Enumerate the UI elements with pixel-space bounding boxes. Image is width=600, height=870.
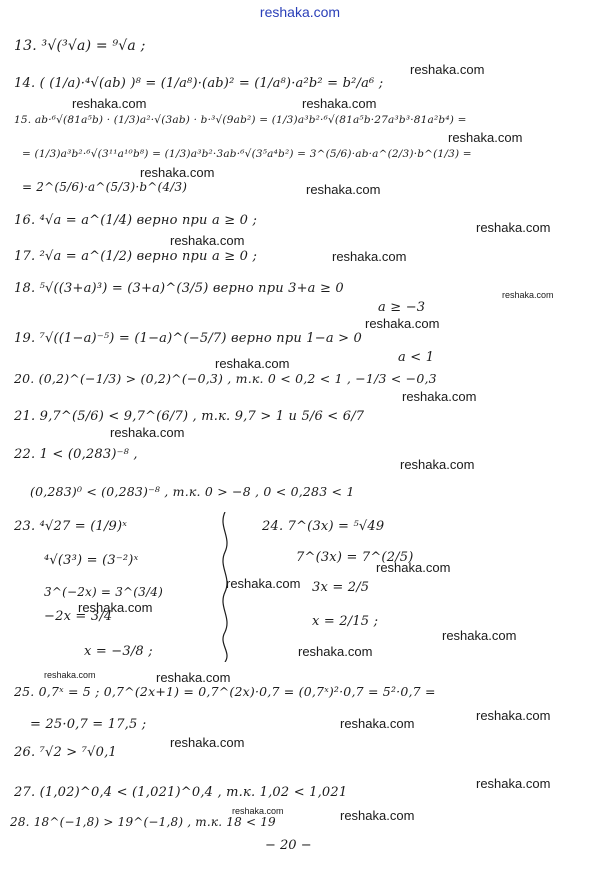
watermark: reshaka.com (376, 560, 451, 575)
problem-23-answer: x = −3/8 ; (84, 644, 153, 659)
watermark: reshaka.com (232, 806, 284, 816)
watermark: reshaka.com (302, 96, 377, 111)
problem-15-line-1: 15. ab·⁶√(81a⁵b) · (1/3)a²·√(3ab) · b·³√(9ab²) = (1/3)a³b²·⁶√(81a⁵b·27a³b³·81a²b⁴) = (14, 114, 467, 126)
problem-17: 17. ²√a = a^(1/2) верно при a ≥ 0 ; (14, 249, 258, 264)
problem-16: 16. ⁴√a = a^(1/4) верно при a ≥ 0 ; (14, 213, 258, 228)
problem-23-step-1: ⁴√(3³) = (3⁻²)ˣ (44, 553, 139, 568)
problem-25: 25. 0,7ˣ = 5 ; 0,7^(2x+1) = 0,7^(2x)·0,7 = (0,7ˣ)²·0,7 = 5²·0,7 = (14, 684, 436, 699)
watermark: reshaka.com (306, 182, 381, 197)
problem-28: 28. 18^(−1,8) > 19^(−1,8) , т.к. 18 < 19 (10, 815, 276, 829)
watermark: reshaka.com (448, 130, 523, 145)
watermark: reshaka.com (402, 389, 477, 404)
problem-24-step-1: 7^(3x) = 7^(2/5) (296, 550, 414, 565)
problem-23-step-3: −2x = 3/4 (44, 609, 113, 624)
problem-18: 18. ⁵√((3+a)³) = (3+a)^(3/5) верно при 3+a ≥ 0 (14, 281, 344, 296)
problem-25-line-2: = 25·0,7 = 17,5 ; (30, 717, 147, 732)
problem-26: 26. ⁷√2 > ⁷√0,1 (14, 745, 117, 760)
problem-18-condition: a ≥ −3 (378, 300, 426, 315)
problem-27: 27. (1,02)^0,4 < (1,021)^0,4 , т.к. 1,02 < 1,021 (14, 785, 348, 800)
problem-13: 13. ³√(³√a) = ⁹√a ; (14, 38, 146, 54)
problem-24-step-2: 3x = 2/5 (312, 580, 370, 595)
watermark: reshaka.com (476, 708, 551, 723)
problem-24-answer: x = 2/15 ; (312, 614, 379, 629)
problem-23-step-2: 3^(−2x) = 3^(3/4) (44, 585, 163, 599)
watermark: reshaka.com (400, 457, 475, 472)
watermark: reshaka.com (215, 356, 290, 371)
problem-15-line-3: = 2^(5/6)·a^(5/3)·b^(4/3) (22, 180, 188, 194)
watermark: reshaka.com (44, 670, 96, 680)
problem-19: 19. ⁷√((1−a)⁻⁵) = (1−a)^(−5/7) верно при 1−a > 0 (14, 331, 363, 346)
page-number: − 20 − (265, 838, 312, 853)
watermark: reshaka.com (298, 644, 373, 659)
watermark: reshaka.com (502, 290, 554, 300)
watermark: reshaka.com (340, 716, 415, 731)
watermark: reshaka.com (476, 776, 551, 791)
problem-22: 22. 1 < (0,283)⁻⁸ , (14, 447, 138, 462)
watermark: reshaka.com (72, 96, 147, 111)
problem-21: 21. 9,7^(5/6) < 9,7^(6/7) , т.к. 9,7 > 1 и 5/6 < 6/7 (14, 409, 365, 424)
problem-24: 24. 7^(3x) = ⁵√49 (262, 519, 385, 534)
watermark: reshaka.com (170, 233, 245, 248)
watermark: reshaka.com (476, 220, 551, 235)
watermark: reshaka.com (78, 600, 153, 615)
watermark: reshaka.com (365, 316, 440, 331)
watermark: reshaka.com (340, 808, 415, 823)
watermark: reshaka.com (226, 576, 301, 591)
watermark: reshaka.com (442, 628, 517, 643)
problem-15-line-2: = (1/3)a³b²·⁶√(3¹¹a¹⁰b⁸) = (1/3)a³b²·3ab·⁶√(3⁵a⁴b²) = 3^(5/6)·ab·a^(2/3)·b^(1/3) = (22, 148, 472, 160)
problem-20: 20. (0,2)^(−1/3) > (0,2)^(−0,3) , т.к. 0 < 0,2 < 1 , −1/3 < −0,3 (14, 371, 437, 386)
problem-14: 14. ( (1/a)·⁴√(ab) )⁸ = (1/a⁸)·(ab)² = (1/a⁸)·a²b² = b²/a⁶ ; (14, 76, 384, 91)
watermark: reshaka.com (140, 165, 215, 180)
problem-22-line-2: (0,283)⁰ < (0,283)⁻⁸ , т.к. 0 > −8 , 0 < 0,283 < 1 (30, 484, 355, 499)
watermark: reshaka.com (332, 249, 407, 264)
watermark: reshaka.com (170, 735, 245, 750)
watermark: reshaka.com (410, 62, 485, 77)
problem-19-condition: a < 1 (398, 350, 435, 365)
watermark: reshaka.com (156, 670, 231, 685)
site-header[interactable]: reshaka.com (259, 4, 341, 20)
watermark: reshaka.com (110, 425, 185, 440)
problem-23: 23. ⁴√27 = (1/9)ˣ (14, 519, 128, 534)
